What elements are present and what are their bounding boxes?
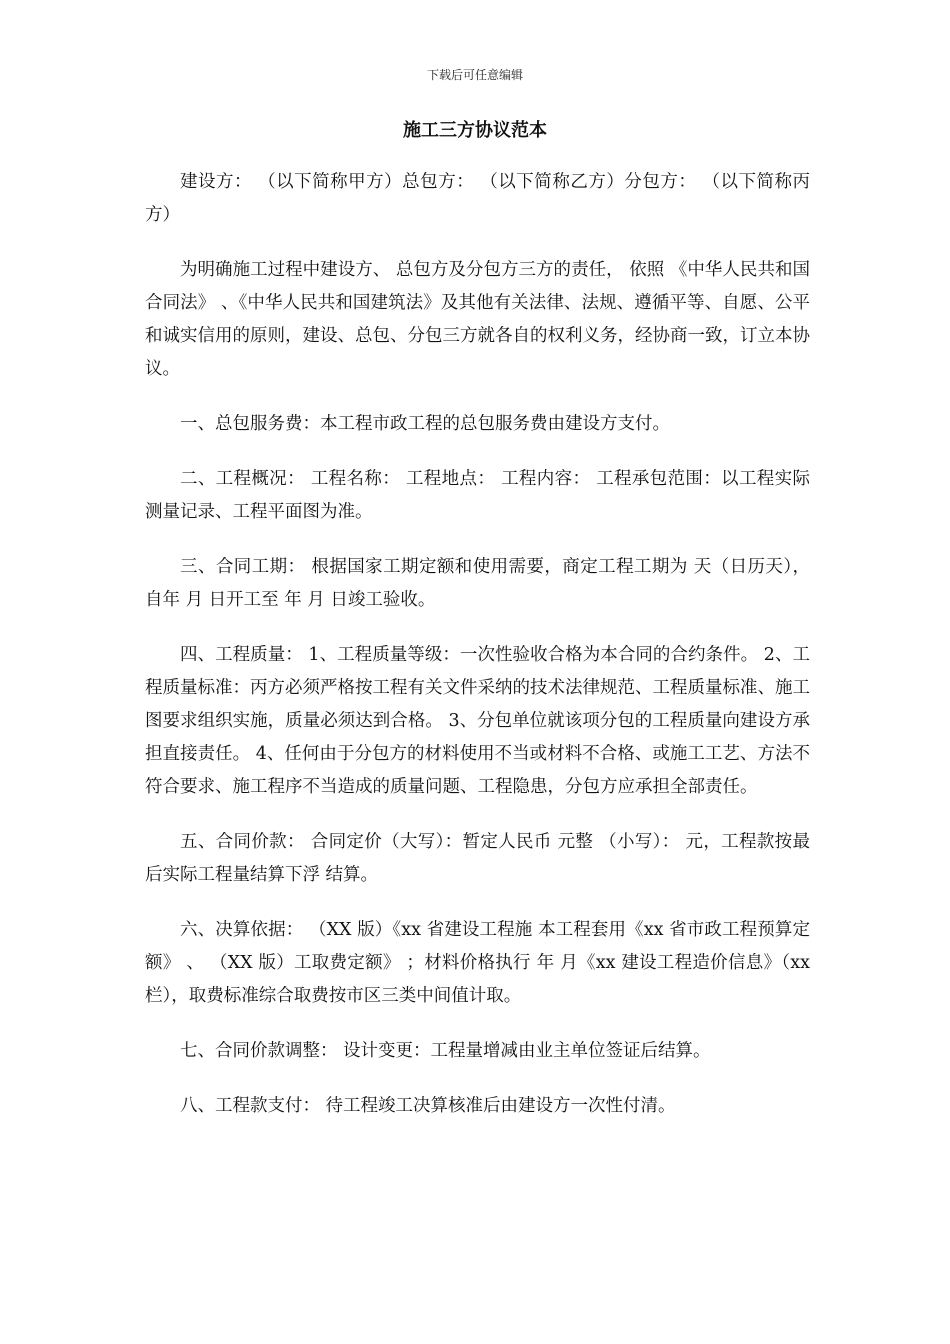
clause-3-contract-period: 三、合同工期： 根据国家工期定额和使用需要，商定工程工期为 天（日历天），自年 月 日开工至 年 月 日竣工验收。 xyxy=(145,557,810,610)
preamble-paragraph: 为明确施工过程中建设方、 总包方及分包方三方的责任， 依照 《中华人民共和国合同法》 、《中华人民共和国建筑法》及其他有关法律、法规、遵循平等、自愿、公平和诚实信用的原则，建设、总包、分包三方就各自的权利义务，经协商一致，订立本协议。 xyxy=(145,260,810,379)
parties-paragraph: 建设方： （以下简称甲方）总包方： （以下简称乙方）分包方： （以下简称丙方） xyxy=(145,172,810,225)
document-title: 施工三方协议范本 xyxy=(403,120,547,141)
header-note: 下载后可任意编辑 xyxy=(426,68,523,82)
document-body xyxy=(145,166,810,1145)
clause-8-payment: 八、工程款支付： 待工程竣工决算核准后由建设方一次性付清。 xyxy=(180,1096,676,1116)
clause-7-price-adjustment: 七、合同价款调整： 设计变更：工程量增减由业主单位签证后结算。 xyxy=(180,1041,711,1061)
clause-2-project-overview: 二、工程概况： 工程名称： 工程地点： 工程内容： 工程承包范围：以工程实际测量记录、工程平面图为准。 xyxy=(145,469,810,522)
clause-6-settlement-basis: 六、决算依据： （XX 版）《xx 省建设工程施 本工程套用《xx 省市政工程预算定额》 、 （XX 版）工取费定额》 ；材料价格执行 年 月《xx 建设工程造价信息》（xx 栏），取费标准综合取费按市区三类中间值计取。 xyxy=(145,920,810,1006)
clause-1-service-fee: 一、总包服务费：本工程市政工程的总包服务费由建设方支付。 xyxy=(180,414,670,434)
clause-4-quality: 四、工程质量： 1、工程质量等级：一次性验收合格为本合同的合约条件。 2、工程质量标准：丙方必须严格按工程有关文件采纳的技术法律规范、工程质量标准、施工图要求组织实施，质量必须达到合格。 3、分包单位就该项分包的工程质量向建设方承担直接责任。 4、任何由于分包方的材料使用不当或材料不合格、或施工工艺、方法不符合要求、施工程序不当造成的质量问题、工程隐患，分包方应承担全部责任。 xyxy=(145,645,810,797)
clause-5-contract-price: 五、合同价款： 合同定价（大写）：暂定人民币 元整 （小写）： 元，工程款按最后实际工程量结算下浮 结算。 xyxy=(145,832,810,885)
